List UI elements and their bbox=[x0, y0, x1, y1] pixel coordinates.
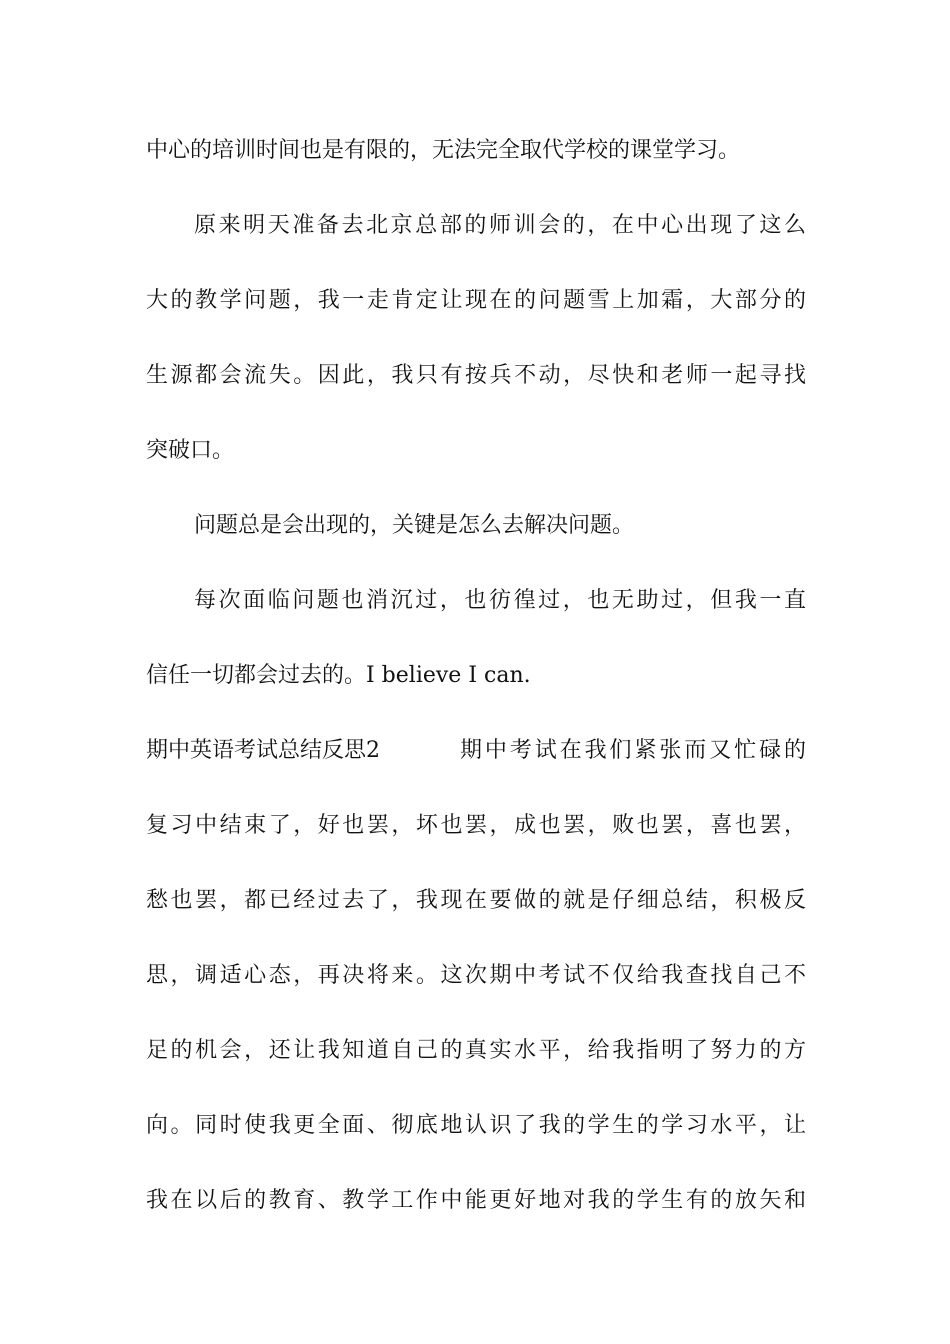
body-text-line: 期中考试在我们紧张而又忙碌的 bbox=[460, 738, 806, 763]
body-text-line: 我在以后的教育、教学工作中能更好地对我的学生有的放矢和 bbox=[146, 1188, 806, 1213]
body-text-line: 足的机会，还让我知道自己的真实水平，给我指明了努力的方 bbox=[146, 1038, 806, 1063]
section-heading: 期中英语考试总结反思2 bbox=[146, 738, 380, 763]
body-text-line: 复习中结束了，好也罢，坏也罢，成也罢，败也罢，喜也罢， bbox=[146, 813, 806, 838]
body-text-line: 每次面临问题也消沉过，也彷徨过，也无助过，但我一直 bbox=[194, 588, 806, 613]
body-text-line: 原来明天准备去北京总部的师训会的，在中心出现了这么 bbox=[194, 213, 806, 238]
body-text-line: 向。同时使我更全面、彻底地认识了我的学生的学习水平，让 bbox=[146, 1113, 806, 1138]
body-text-line: 突破口。 bbox=[146, 438, 235, 463]
body-text-line: 问题总是会出现的，关键是怎么去解决问题。 bbox=[194, 513, 635, 538]
body-text-line: 大的教学问题，我一走肯定让现在的问题雪上加霜，大部分的 bbox=[146, 288, 806, 313]
body-text-line: 思，调适心态，再决将来。这次期中考试不仅给我查找自己不 bbox=[146, 963, 806, 988]
body-text-line: 信任一切都会过去的。I believe I can. bbox=[146, 663, 531, 688]
body-text-line: 中心的培训时间也是有限的，无法完全取代学校的课堂学习。 bbox=[146, 138, 741, 163]
body-text-line: 生源都会流失。因此，我只有按兵不动，尽快和老师一起寻找 bbox=[146, 363, 806, 388]
body-text-line: 愁也罢，都已经过去了，我现在要做的就是仔细总结，积极反 bbox=[146, 888, 806, 913]
